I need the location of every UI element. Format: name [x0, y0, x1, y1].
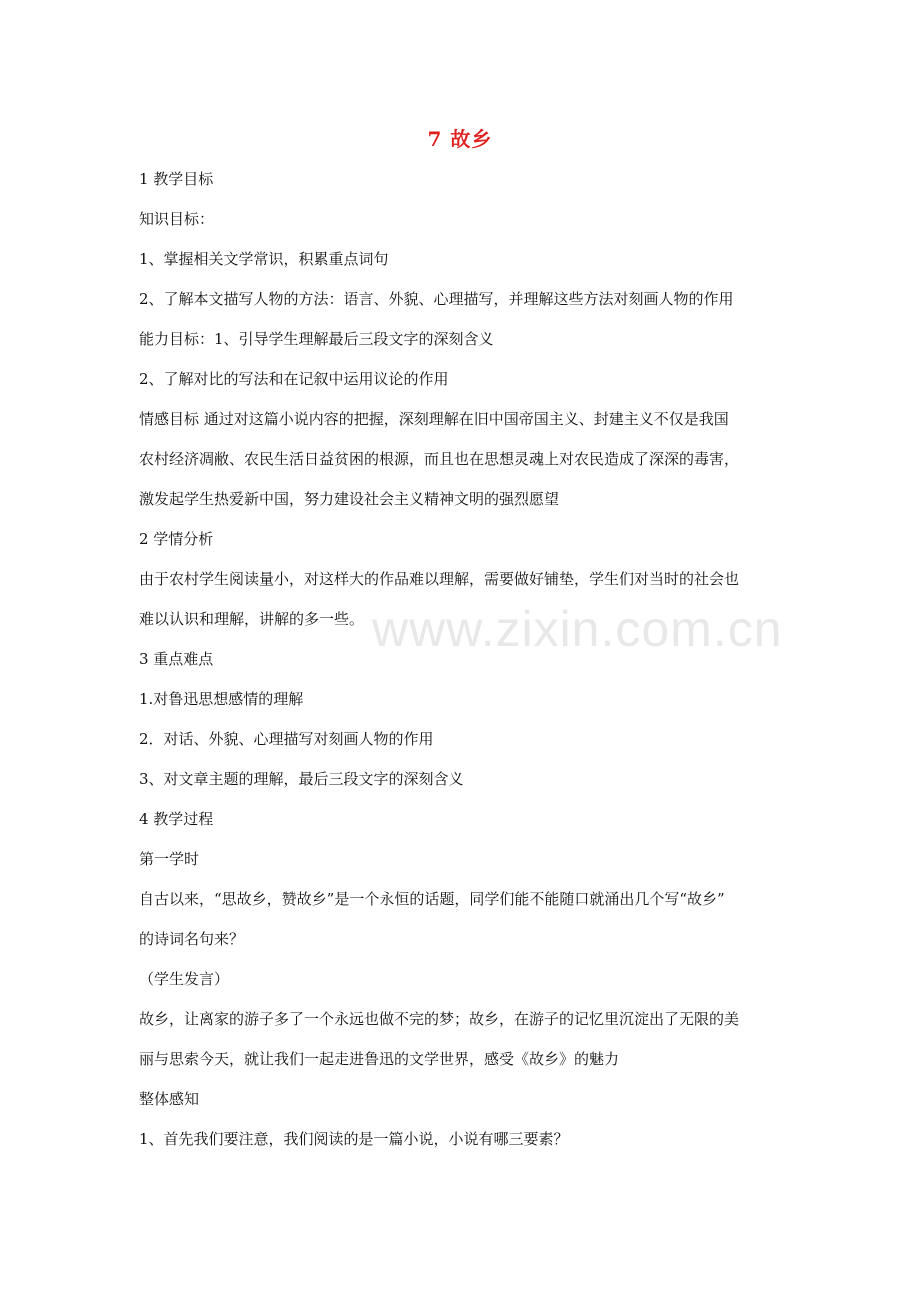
body-line: 1、首先我们要注意，我们阅读的是一篇小说，小说有哪三要素？: [139, 1130, 569, 1148]
paragraph-line: 丽与思索今天，就让我们一起走进鲁迅的文学世界，感受《故乡》的魅力: [139, 1050, 620, 1068]
body-line: 1.对鲁迅思想感情的理解: [139, 690, 304, 708]
document-title: 7 故乡: [427, 127, 493, 151]
emotion-goals-paragraph: [139, 409, 784, 509]
paragraph-line: 难以认识和理解，讲解的多一些。: [139, 610, 365, 628]
student-speech-note: （学生发言）: [139, 970, 230, 988]
hometown-paragraph: [139, 1009, 784, 1069]
paragraph-line: 由于农村学生阅读量小，对这样大的作品难以理解，需要做好铺垫，学生们对当时的社会也: [139, 570, 740, 588]
section-heading-student-analysis: 2 学情分析: [139, 530, 214, 548]
knowledge-goals-label: 知识目标：: [139, 210, 215, 228]
first-lesson-label: 第一学时: [139, 850, 200, 868]
paragraph-line: 情感目标 通过对这篇小说内容的把握，深刻理解在旧中国帝国主义、封建主义不仅是我国: [139, 410, 729, 428]
section-heading-teaching-process: 4 教学过程: [139, 810, 214, 828]
paragraph-line: 的诗词名句来？: [139, 930, 245, 948]
body-line: 3、对文章主题的理解，最后三段文字的深刻含义: [139, 770, 464, 788]
intro-paragraph: [139, 889, 784, 949]
paragraph-line: 激发起学生热爱新中国，努力建设社会主义精神文明的强烈愿望: [139, 490, 560, 508]
paragraph-line: 农村经济凋敝、农民生活日益贫困的根源，而且也在思想灵魂上对农民造成了深深的毒害，: [139, 450, 740, 468]
overall-perception-label: 整体感知: [139, 1090, 200, 1108]
body-line: 2、了解对比的写法和在记叙中运用议论的作用: [139, 370, 449, 388]
paragraph-line: 故乡，让离家的游子多了一个永远也做不完的梦；故乡，在游子的记忆里沉淀出了无限的美: [139, 1010, 740, 1028]
body-line: 1、掌握相关文学常识，积累重点词句: [139, 250, 389, 268]
watermark-text: www.zixin.com.cn: [372, 601, 783, 657]
document-body: [139, 169, 784, 1169]
ability-goals-line: 能力目标：1、引导学生理解最后三段文字的深刻含义: [139, 330, 494, 348]
body-line: 2、了解本文描写人物的方法：语言、外貌、心理描写，并理解这些方法对刻画人物的作用: [139, 290, 734, 308]
paragraph-line: 自古以来，“思故乡，赞故乡”是一个永恒的话题，同学们能不能随口就涌出几个写“故乡”: [139, 890, 725, 908]
section-heading-key-points: 3 重点难点: [139, 650, 214, 668]
section-heading-teaching-goals: 1 教学目标: [139, 170, 214, 188]
body-line: 2．对话、外貌、心理描写对刻画人物的作用: [139, 730, 434, 748]
